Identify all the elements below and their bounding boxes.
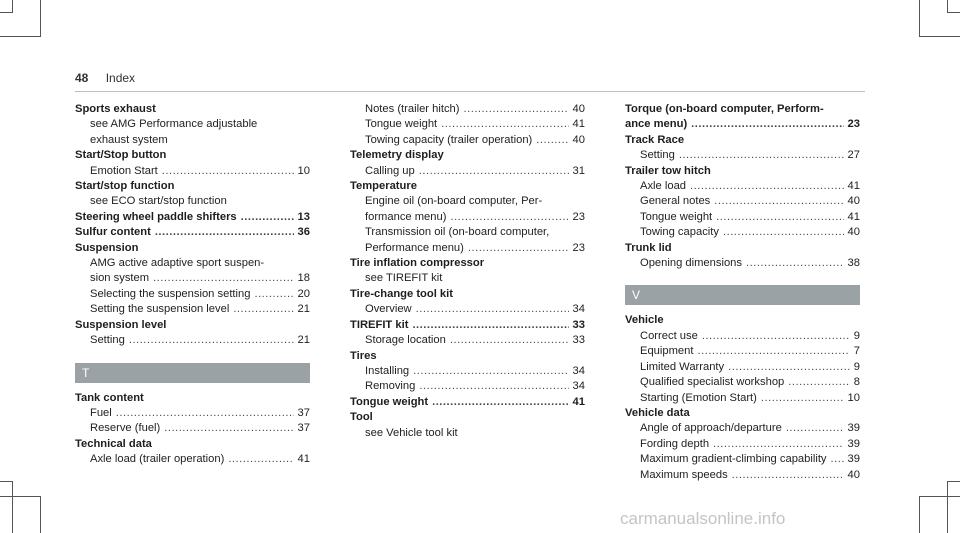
index-entry bbox=[75, 225, 310, 240]
index-subentry bbox=[350, 271, 585, 286]
index-column-3 bbox=[625, 102, 860, 483]
crop-mark bbox=[0, 12, 12, 13]
index-subentry bbox=[350, 302, 585, 317]
page-ref: 21 bbox=[297, 303, 310, 316]
page-ref: 36 bbox=[297, 226, 310, 239]
index-subentry bbox=[350, 364, 585, 379]
index-entry-text: Steering wheel paddle shifters bbox=[75, 210, 237, 223]
crop-mark bbox=[919, 0, 920, 37]
index-entry-text: Suspension level bbox=[75, 318, 167, 331]
index-subentry bbox=[75, 117, 310, 132]
crop-mark bbox=[12, 0, 13, 13]
index-subentry-text: formance menu) bbox=[365, 210, 447, 223]
index-subentry-text: Axle load bbox=[640, 180, 687, 193]
index-subentry-text: Starting (Emotion Start) bbox=[640, 391, 757, 404]
index-subentry-text: Towing capacity bbox=[640, 226, 719, 239]
index-entry-text: Sports exhaust bbox=[75, 103, 156, 115]
index-subentry-text: General notes bbox=[640, 195, 711, 208]
index-subentry-text: Correct use bbox=[640, 329, 698, 342]
index-entry bbox=[75, 179, 310, 194]
page-ref: 23 bbox=[847, 118, 860, 131]
index-subentry bbox=[350, 102, 585, 117]
index-subentry bbox=[350, 117, 585, 132]
index-entry bbox=[625, 406, 860, 421]
page-ref: 39 bbox=[847, 422, 860, 435]
dot-leader bbox=[233, 302, 293, 317]
index-subentry-text: Tongue weight bbox=[640, 210, 713, 223]
crop-mark bbox=[948, 481, 960, 482]
index-subentry bbox=[625, 179, 860, 194]
dot-leader bbox=[228, 452, 293, 467]
index-subentry bbox=[350, 225, 585, 240]
index-subentry bbox=[625, 452, 860, 467]
index-subentry-text: Angle of approach/departure bbox=[640, 422, 782, 435]
dot-leader bbox=[679, 148, 844, 163]
index-subentry-text: Opening dimensions bbox=[640, 257, 742, 270]
index-entry bbox=[350, 179, 585, 194]
page-ref: 41 bbox=[572, 395, 585, 408]
index-subentry-text: Performance menu) bbox=[365, 241, 464, 254]
index-entry-text: ance menu) bbox=[625, 118, 688, 131]
index-subentry-text: Towing capacity (trailer operation) bbox=[365, 133, 533, 146]
index-entry-text: Sulfur content bbox=[75, 226, 151, 239]
crop-mark bbox=[920, 496, 960, 497]
index-entry-text: Trunk lid bbox=[625, 241, 672, 254]
crop-mark bbox=[947, 481, 948, 533]
page-ref: 13 bbox=[297, 210, 310, 223]
index-entry bbox=[350, 256, 585, 271]
dot-leader bbox=[788, 375, 850, 390]
crop-mark bbox=[947, 0, 948, 13]
crop-mark bbox=[920, 36, 960, 37]
index-subentry bbox=[625, 148, 860, 163]
index-entry-text: Temperature bbox=[350, 180, 417, 193]
index-entry bbox=[625, 241, 860, 256]
page-ref: 34 bbox=[572, 364, 585, 377]
crop-mark bbox=[40, 496, 41, 533]
index-entry-text: Vehicle bbox=[625, 314, 664, 327]
index-entry bbox=[625, 313, 860, 328]
index-subentry bbox=[75, 452, 310, 467]
index-subentry-text: Storage location bbox=[365, 334, 446, 347]
index-subentry-text: Fuel bbox=[90, 406, 112, 419]
dot-leader bbox=[728, 360, 850, 375]
index-subentry bbox=[625, 329, 860, 344]
index-subentry bbox=[75, 302, 310, 317]
index-subentry-text: Equipment bbox=[640, 345, 694, 358]
index-subentry bbox=[75, 164, 310, 179]
index-subentry-text: Setting bbox=[640, 149, 675, 162]
index-entry bbox=[75, 241, 310, 256]
page-number: 48 bbox=[75, 71, 89, 85]
page-ref: 18 bbox=[297, 272, 310, 285]
index-subentry-text: Removing bbox=[365, 380, 416, 393]
page-ref: 41 bbox=[847, 180, 860, 193]
dot-leader bbox=[690, 179, 844, 194]
index-subentry-text: Installing bbox=[365, 364, 410, 377]
index-subentry-text: Tongue weight bbox=[365, 118, 438, 131]
page-ref: 34 bbox=[572, 380, 585, 393]
index-entry-text: Start/stop function bbox=[75, 180, 175, 193]
index-entry-text: Tank content bbox=[75, 391, 144, 404]
dot-leader bbox=[164, 421, 293, 436]
page-ref: 37 bbox=[297, 422, 310, 435]
index-entry-text: Track Race bbox=[625, 133, 685, 146]
page-ref: 21 bbox=[297, 334, 310, 347]
crop-mark bbox=[12, 481, 13, 533]
dot-leader bbox=[732, 468, 844, 483]
index-entry-text: Tongue weight bbox=[350, 395, 429, 408]
dot-leader bbox=[419, 164, 569, 179]
crop-mark bbox=[0, 36, 40, 37]
crop-mark bbox=[40, 0, 41, 37]
index-subentry-text: Calling up bbox=[365, 164, 415, 177]
watermark: carmanualsonline.info bbox=[620, 509, 786, 528]
page-ref: 41 bbox=[847, 210, 860, 223]
dot-leader bbox=[831, 452, 844, 467]
index-subentry bbox=[625, 421, 860, 436]
dot-leader bbox=[536, 133, 568, 148]
page-ref: 40 bbox=[572, 133, 585, 146]
page-ref: 20 bbox=[297, 287, 310, 300]
index-subentry bbox=[75, 287, 310, 302]
dot-leader bbox=[714, 194, 843, 209]
index-subentry bbox=[75, 133, 310, 148]
dot-leader bbox=[413, 364, 568, 379]
index-subentry bbox=[75, 194, 310, 209]
dot-leader bbox=[450, 210, 568, 225]
index-entry-text: Vehicle data bbox=[625, 406, 690, 419]
dot-leader bbox=[464, 102, 569, 117]
page-ref: 23 bbox=[572, 241, 585, 254]
index-subentry-text: Maximum speeds bbox=[640, 468, 728, 481]
index-subentry-text: Reserve (fuel) bbox=[90, 422, 161, 435]
index-subentry-text: Axle load (trailer operation) bbox=[90, 453, 225, 466]
page-ref: 40 bbox=[847, 195, 860, 208]
index-subentry bbox=[625, 437, 860, 452]
index-column-2 bbox=[350, 102, 585, 441]
index-subentry-text: Limited Warranty bbox=[640, 360, 725, 373]
index-subentry bbox=[625, 256, 860, 271]
index-subentry-text: Engine oil (on-board computer, Per- bbox=[365, 195, 543, 208]
dot-leader bbox=[786, 421, 844, 436]
index-subentry bbox=[350, 379, 585, 394]
index-subentry bbox=[350, 426, 585, 441]
index-subentry bbox=[625, 391, 860, 406]
index-subentry bbox=[350, 210, 585, 225]
dot-leader bbox=[153, 271, 293, 286]
page-ref: 9 bbox=[853, 360, 860, 373]
dot-leader bbox=[162, 164, 294, 179]
page-ref: 9 bbox=[853, 329, 860, 342]
index-subentry bbox=[350, 133, 585, 148]
dot-leader bbox=[723, 225, 844, 240]
dot-leader bbox=[129, 333, 294, 348]
letter-heading: V bbox=[625, 285, 860, 305]
page-ref: 40 bbox=[847, 226, 860, 239]
index-subentry bbox=[625, 375, 860, 390]
index-subentry bbox=[625, 468, 860, 483]
index-subentry-text: see ECO start/stop function bbox=[90, 195, 227, 208]
index-entry bbox=[350, 148, 585, 163]
index-entry-text: Tires bbox=[350, 349, 377, 362]
page-ref: 37 bbox=[297, 406, 310, 419]
index-entry-text: Telemetry display bbox=[350, 149, 444, 162]
page-ref: 10 bbox=[297, 164, 310, 177]
crop-mark bbox=[948, 12, 960, 13]
index-entry bbox=[75, 210, 310, 225]
index-subentry bbox=[625, 360, 860, 375]
index-subentry-text: Notes (trailer hitch) bbox=[365, 103, 460, 115]
dot-leader bbox=[155, 225, 294, 240]
dot-leader bbox=[432, 395, 568, 410]
index-subentry bbox=[350, 164, 585, 179]
index-subentry-text: Transmission oil (on-board computer, bbox=[365, 226, 550, 239]
page-ref: 10 bbox=[847, 391, 860, 404]
index-subentry bbox=[625, 225, 860, 240]
page-ref: 27 bbox=[847, 149, 860, 162]
index-entry bbox=[625, 133, 860, 148]
crop-mark bbox=[919, 496, 920, 533]
index-entry-text: Trailer tow hitch bbox=[625, 164, 711, 177]
dot-leader bbox=[761, 391, 844, 406]
header-rule bbox=[75, 91, 865, 92]
index-subentry-text: Selecting the suspension setting bbox=[90, 287, 251, 300]
index-entry bbox=[350, 349, 585, 364]
dot-leader bbox=[698, 344, 850, 359]
index-subentry-text: exhaust system bbox=[90, 133, 168, 146]
dot-leader bbox=[254, 287, 293, 302]
index-entry bbox=[350, 318, 585, 333]
letter-heading: T bbox=[75, 363, 310, 383]
page-ref: 39 bbox=[847, 453, 860, 466]
index-subentry bbox=[75, 256, 310, 271]
index-entry-text: TIREFIT kit bbox=[350, 318, 409, 331]
dot-leader bbox=[691, 117, 843, 132]
index-entry bbox=[350, 287, 585, 302]
crop-mark bbox=[0, 481, 12, 482]
page-header bbox=[75, 71, 135, 85]
page-ref: 23 bbox=[572, 210, 585, 223]
index-entry bbox=[75, 148, 310, 163]
dot-leader bbox=[419, 379, 568, 394]
page-ref: 7 bbox=[853, 345, 860, 358]
index-subentry-text: sion system bbox=[90, 272, 150, 285]
dot-leader bbox=[441, 117, 568, 132]
page-ref: 40 bbox=[847, 468, 860, 481]
index-entry-text: Torque (on-board computer, Perform- bbox=[625, 103, 824, 115]
index-entry-text: Suspension bbox=[75, 241, 139, 254]
index-subentry-text: Fording depth bbox=[640, 437, 710, 450]
index-subentry bbox=[75, 421, 310, 436]
index-entry-text: Tire inflation compressor bbox=[350, 257, 485, 270]
index-entry bbox=[350, 410, 585, 425]
dot-leader bbox=[716, 210, 843, 225]
page-ref: 33 bbox=[572, 318, 585, 331]
page-title: Index bbox=[105, 71, 136, 85]
index-subentry-text: Qualified specialist workshop bbox=[640, 376, 785, 389]
page-ref: 33 bbox=[572, 334, 585, 347]
index-entry-text: Tool bbox=[350, 411, 373, 424]
index-entry bbox=[75, 102, 310, 117]
index-subentry bbox=[350, 194, 585, 209]
index-entry bbox=[350, 395, 585, 410]
index-subentry-text: see Vehicle tool kit bbox=[365, 426, 458, 439]
index-entry-text: Tire-change tool kit bbox=[350, 287, 453, 300]
index-entry bbox=[625, 164, 860, 179]
index-subentry-text: see AMG Performance adjustable bbox=[90, 118, 258, 131]
index-subentry bbox=[75, 271, 310, 286]
dot-leader bbox=[713, 437, 844, 452]
dot-leader bbox=[241, 210, 294, 225]
dot-leader bbox=[450, 333, 569, 348]
index-entry bbox=[625, 102, 860, 117]
index-subentry bbox=[625, 194, 860, 209]
dot-leader bbox=[116, 406, 294, 421]
page-ref: 39 bbox=[847, 437, 860, 450]
index-subentry bbox=[75, 333, 310, 348]
dot-leader bbox=[702, 329, 850, 344]
index-subentry bbox=[350, 241, 585, 256]
index-entry bbox=[75, 318, 310, 333]
index-entry bbox=[75, 391, 310, 406]
index-subentry-text: AMG active adaptive sport suspen- bbox=[90, 257, 265, 270]
index-subentry-text: Overview bbox=[365, 303, 412, 316]
page-ref: 41 bbox=[297, 453, 310, 466]
index-subentry bbox=[75, 406, 310, 421]
index-entry-text: Technical data bbox=[75, 437, 152, 450]
index-entry bbox=[625, 117, 860, 132]
dot-leader bbox=[746, 256, 844, 271]
index-entry-text: Start/Stop button bbox=[75, 149, 167, 162]
index-subentry-text: Maximum gradient-climbing capability bbox=[640, 453, 827, 466]
index-subentry-text: see TIREFIT kit bbox=[365, 272, 443, 285]
index-subentry bbox=[625, 344, 860, 359]
page-ref: 34 bbox=[572, 303, 585, 316]
dot-leader bbox=[412, 318, 568, 333]
index-subentry-text: Emotion Start bbox=[90, 164, 158, 177]
index-subentry-text: Setting bbox=[90, 334, 125, 347]
index-subentry bbox=[350, 333, 585, 348]
page-ref: 40 bbox=[572, 103, 585, 115]
index-subentry bbox=[625, 210, 860, 225]
dot-leader bbox=[468, 241, 569, 256]
page-ref: 38 bbox=[847, 257, 860, 270]
dot-leader bbox=[416, 302, 569, 317]
page-ref: 31 bbox=[572, 164, 585, 177]
index-column-1 bbox=[75, 102, 310, 468]
crop-mark bbox=[0, 496, 40, 497]
index-subentry-text: Setting the suspension level bbox=[90, 303, 230, 316]
page-ref: 41 bbox=[572, 118, 585, 131]
page-ref: 8 bbox=[853, 376, 860, 389]
index-entry bbox=[75, 437, 310, 452]
